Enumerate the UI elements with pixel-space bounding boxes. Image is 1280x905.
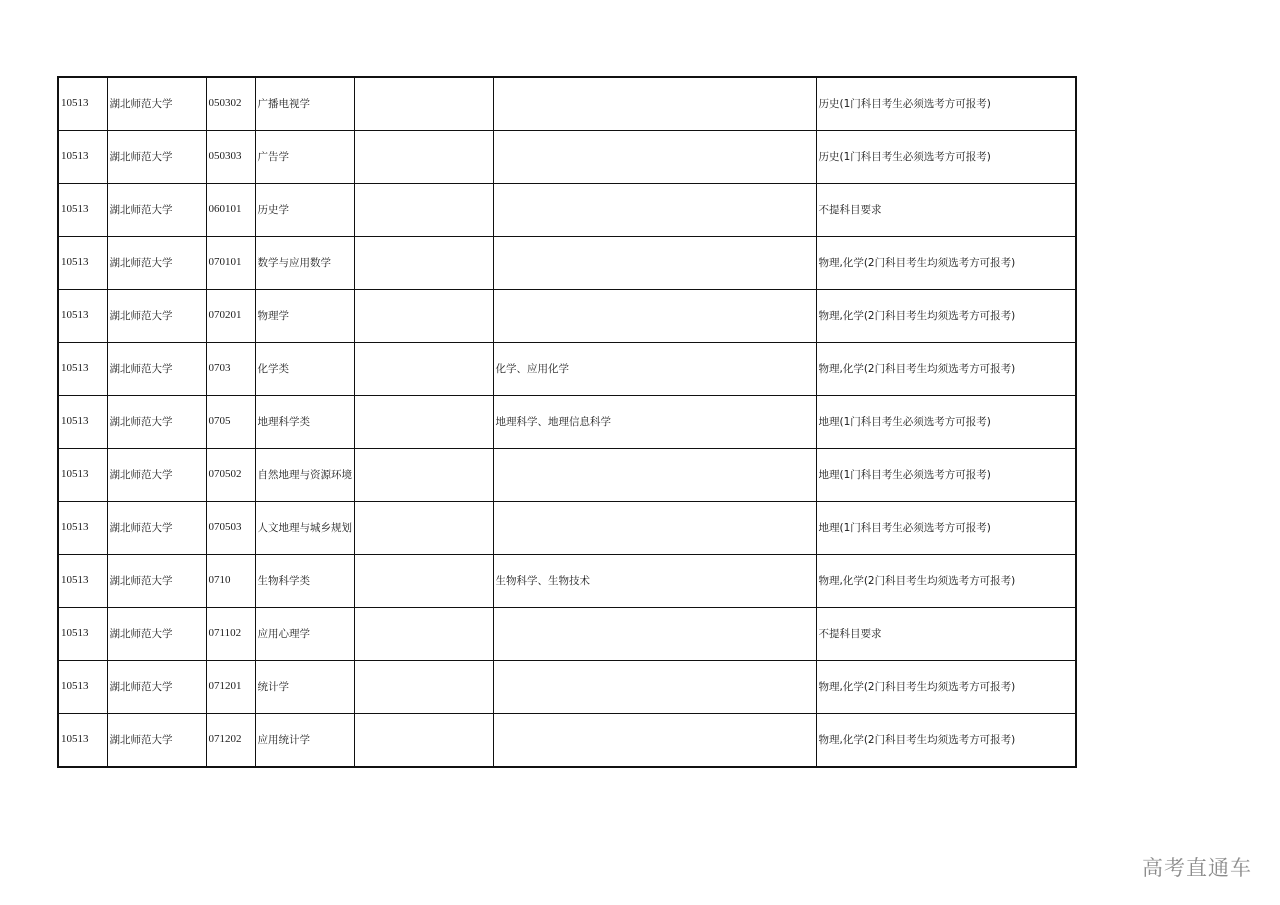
major-name-cell: 人文地理与城乡规划 [255, 502, 354, 555]
major-name-cell: 广告学 [255, 131, 354, 184]
school-name-cell: 湖北师范大学 [107, 343, 206, 396]
school-name-cell: 湖北师范大学 [107, 131, 206, 184]
table-row [58, 502, 1076, 555]
major-code-cell: 050302 [206, 77, 255, 131]
school-name-cell: 湖北师范大学 [107, 290, 206, 343]
major-name-cell: 生物科学类 [255, 555, 354, 608]
note-cell [354, 661, 493, 714]
major-name-cell: 应用统计学 [255, 714, 354, 768]
school-code-cell: 10513 [58, 714, 107, 768]
school-name-cell: 湖北师范大学 [107, 608, 206, 661]
subject-requirement-cell: 历史(1门科目考生必须选考方可报考) [816, 77, 1076, 131]
major-code-cell: 0703 [206, 343, 255, 396]
school-name-cell: 湖北师范大学 [107, 396, 206, 449]
major-code-cell: 070101 [206, 237, 255, 290]
table-row [58, 343, 1076, 396]
included-majors-cell [493, 77, 816, 131]
table-row [58, 131, 1076, 184]
note-cell [354, 608, 493, 661]
subject-requirement-cell: 物理,化学(2门科目考生均须选考方可报考) [816, 661, 1076, 714]
school-code-cell: 10513 [58, 290, 107, 343]
subject-requirement-cell: 物理,化学(2门科目考生均须选考方可报考) [816, 714, 1076, 768]
included-majors-cell [493, 449, 816, 502]
subject-requirement-cell: 历史(1门科目考生必须选考方可报考) [816, 131, 1076, 184]
school-name-cell: 湖北师范大学 [107, 449, 206, 502]
note-cell [354, 131, 493, 184]
subject-requirement-cell: 物理,化学(2门科目考生均须选考方可报考) [816, 237, 1076, 290]
table-row [58, 290, 1076, 343]
school-code-cell: 10513 [58, 396, 107, 449]
school-code-cell: 10513 [58, 608, 107, 661]
school-name-cell: 湖北师范大学 [107, 661, 206, 714]
school-name-cell: 湖北师范大学 [107, 555, 206, 608]
note-cell [354, 396, 493, 449]
major-code-cell: 071202 [206, 714, 255, 768]
major-name-cell: 统计学 [255, 661, 354, 714]
major-name-cell: 化学类 [255, 343, 354, 396]
school-code-cell: 10513 [58, 237, 107, 290]
subject-requirement-cell: 地理(1门科目考生必须选考方可报考) [816, 449, 1076, 502]
included-majors-cell: 生物科学、生物技术 [493, 555, 816, 608]
school-name-cell: 湖北师范大学 [107, 502, 206, 555]
included-majors-cell: 化学、应用化学 [493, 343, 816, 396]
school-code-cell: 10513 [58, 555, 107, 608]
subject-requirement-cell: 不提科目要求 [816, 184, 1076, 237]
school-code-cell: 10513 [58, 184, 107, 237]
subject-requirement-cell: 地理(1门科目考生必须选考方可报考) [816, 502, 1076, 555]
note-cell [354, 714, 493, 768]
note-cell [354, 449, 493, 502]
subject-requirement-cell: 物理,化学(2门科目考生均须选考方可报考) [816, 343, 1076, 396]
school-code-cell: 10513 [58, 77, 107, 131]
included-majors-cell [493, 290, 816, 343]
admission-requirements-table [57, 76, 1077, 768]
included-majors-cell [493, 237, 816, 290]
included-majors-cell [493, 184, 816, 237]
included-majors-cell [493, 131, 816, 184]
subject-requirement-cell: 物理,化学(2门科目考生均须选考方可报考) [816, 290, 1076, 343]
table-row [58, 184, 1076, 237]
major-code-cell: 071201 [206, 661, 255, 714]
school-code-cell: 10513 [58, 661, 107, 714]
included-majors-cell [493, 608, 816, 661]
school-name-cell: 湖北师范大学 [107, 237, 206, 290]
included-majors-cell [493, 714, 816, 768]
school-code-cell: 10513 [58, 343, 107, 396]
table-row [58, 449, 1076, 502]
note-cell [354, 237, 493, 290]
school-name-cell: 湖北师范大学 [107, 184, 206, 237]
major-name-cell: 数学与应用数学 [255, 237, 354, 290]
watermark: 高考直通车 [1142, 856, 1252, 880]
major-name-cell: 广播电视学 [255, 77, 354, 131]
included-majors-cell [493, 661, 816, 714]
subject-requirement-cell: 地理(1门科目考生必须选考方可报考) [816, 396, 1076, 449]
major-code-cell: 071102 [206, 608, 255, 661]
note-cell [354, 502, 493, 555]
major-name-cell: 自然地理与资源环境 [255, 449, 354, 502]
major-code-cell: 0705 [206, 396, 255, 449]
table-row [58, 77, 1076, 131]
school-name-cell: 湖北师范大学 [107, 714, 206, 768]
major-name-cell: 地理科学类 [255, 396, 354, 449]
table-row [58, 661, 1076, 714]
major-code-cell: 0710 [206, 555, 255, 608]
school-code-cell: 10513 [58, 131, 107, 184]
table-row [58, 608, 1076, 661]
table-row [58, 237, 1076, 290]
table-row [58, 396, 1076, 449]
school-code-cell: 10513 [58, 449, 107, 502]
major-name-cell: 历史学 [255, 184, 354, 237]
subject-requirement-cell: 不提科目要求 [816, 608, 1076, 661]
table-row [58, 555, 1076, 608]
school-code-cell: 10513 [58, 502, 107, 555]
major-code-cell: 070502 [206, 449, 255, 502]
major-name-cell: 物理学 [255, 290, 354, 343]
note-cell [354, 77, 493, 131]
major-code-cell: 060101 [206, 184, 255, 237]
table-row [58, 714, 1076, 768]
major-code-cell: 070503 [206, 502, 255, 555]
note-cell [354, 343, 493, 396]
school-name-cell: 湖北师范大学 [107, 77, 206, 131]
note-cell [354, 184, 493, 237]
major-code-cell: 070201 [206, 290, 255, 343]
included-majors-cell [493, 502, 816, 555]
major-code-cell: 050303 [206, 131, 255, 184]
subject-requirement-cell: 物理,化学(2门科目考生均须选考方可报考) [816, 555, 1076, 608]
table-body [58, 77, 1076, 767]
note-cell [354, 555, 493, 608]
note-cell [354, 290, 493, 343]
major-name-cell: 应用心理学 [255, 608, 354, 661]
included-majors-cell: 地理科学、地理信息科学 [493, 396, 816, 449]
